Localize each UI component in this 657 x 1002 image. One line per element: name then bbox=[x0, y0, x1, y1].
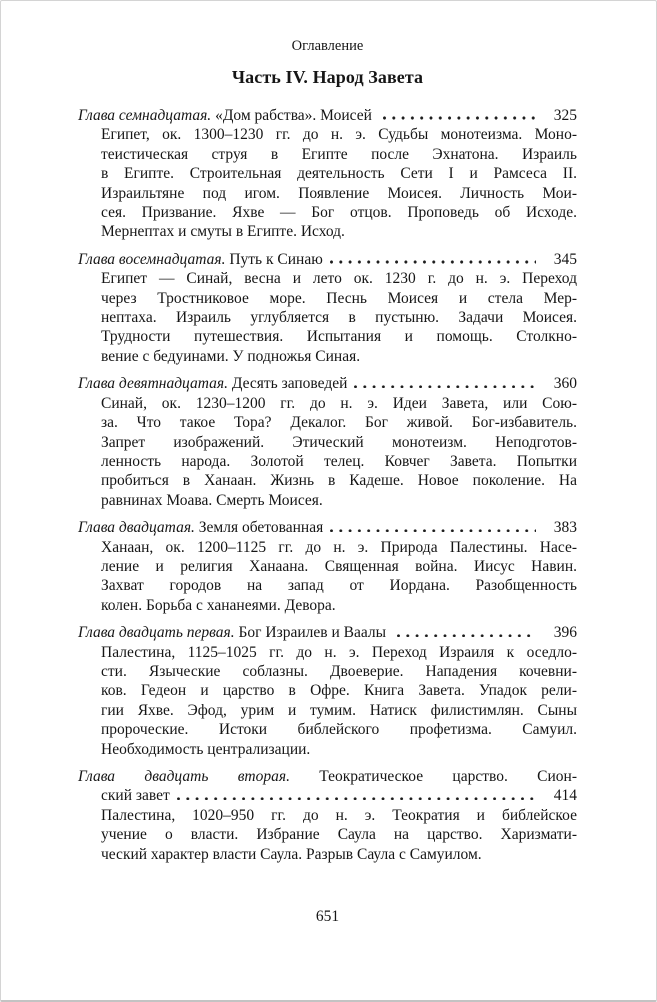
entry-title-line bbox=[78, 786, 577, 805]
entry-description-line: Необходимость централизации. bbox=[101, 740, 311, 758]
entry-description-line: Трудности путешествия. Испытания и помощь. Столкно- bbox=[101, 328, 577, 346]
entry-page-number: 325 bbox=[553, 107, 577, 124]
entry-description-line: в Египте. Строительная деятельность Сети I и Рамсеса II. bbox=[101, 165, 577, 183]
entry-description-line: Израильтяне под игом. Появление Моисея. Личность Мои- bbox=[101, 184, 577, 202]
entry-description-line: нептаха. Израиль углубляется в пустыню. Задачи Моисея. bbox=[101, 309, 577, 327]
dot-leader bbox=[177, 797, 536, 801]
entry-description-line: Захват городов на запад от Иордана. Разобщенность bbox=[101, 577, 577, 595]
toc-entry bbox=[78, 250, 577, 366]
entry-description-line: через Тростниковое море. Песнь Моисея и стела Мер- bbox=[101, 289, 577, 307]
entry-title bbox=[78, 623, 577, 642]
entry-description-line: учение о власти. Избрание Саула на царство. Харизмати- bbox=[101, 826, 577, 844]
entry-description bbox=[78, 538, 577, 616]
toc-entry bbox=[78, 374, 577, 510]
chapter-number-label: Глава двадцать вторая. bbox=[78, 768, 320, 785]
entry-title-line bbox=[78, 106, 577, 125]
entry-description-line: Ханаан, ок. 1200–1125 гг. до н. э. Природа Палестины. Насе- bbox=[101, 538, 577, 556]
entry-description-line: ленность народа. Золотой телец. Ковчег Завета. Попытки bbox=[101, 452, 577, 470]
part-title: Часть IV. Народ Завета bbox=[231, 67, 424, 87]
entry-title bbox=[78, 518, 577, 537]
entry-description-line: вение с бедуинами. У подножья Синая. bbox=[101, 347, 361, 365]
toc-entry bbox=[78, 623, 577, 759]
entry-description bbox=[78, 806, 577, 864]
entry-title bbox=[78, 767, 577, 806]
entry-page-number: 396 bbox=[553, 624, 577, 642]
toc-entry bbox=[78, 767, 577, 864]
chapter-number-label: Глава семнадцатая. bbox=[78, 107, 216, 124]
entry-description-line: сти. Языческие соблазны. Двоеверие. Нападения кочевни- bbox=[101, 662, 577, 680]
entry-title bbox=[78, 250, 577, 269]
dot-leader bbox=[354, 385, 536, 389]
entry-page-number: 345 bbox=[553, 250, 577, 268]
entry-description-line: Палестина, 1020–950 гг. до н. э. Теократия и библейское bbox=[101, 806, 577, 824]
chapter-number-label: Глава девятнадцатая. bbox=[78, 375, 232, 393]
entry-description-line: сея. Призвание. Яхве — Бог отцов. Проповедь об Исходе. bbox=[101, 204, 577, 222]
entry-title-line bbox=[78, 623, 577, 642]
chapter-title: ский завет bbox=[101, 787, 170, 805]
dot-leader bbox=[330, 260, 536, 264]
chapter-number-label: Глава восемнадцатая. bbox=[78, 250, 230, 268]
entry-description bbox=[78, 394, 577, 510]
entry-description-line: Запрет изображений. Этический монотеизм. Неподготов- bbox=[101, 433, 577, 451]
chapter-number-label: Глава двадцатая. bbox=[78, 519, 199, 537]
entry-page-number: 414 bbox=[553, 787, 577, 805]
entry-description-line: Египет — Синай, весна и лето ок. 1230 г. до н. э. Переход bbox=[101, 270, 577, 288]
entry-description-line: Палестина, 1125–1025 гг. до н. э. Переход Израиля к оседло- bbox=[101, 643, 577, 661]
dot-leader bbox=[397, 634, 536, 638]
chapter-title: «Дом рабства». Моисей bbox=[215, 107, 376, 124]
entry-description bbox=[78, 269, 577, 366]
entry-page-number: 383 bbox=[553, 519, 577, 537]
entry-title bbox=[78, 374, 577, 393]
chapter-title: Земля обетованная bbox=[198, 519, 324, 537]
entry-title-line bbox=[78, 250, 577, 269]
chapter-number-label: Глава двадцать первая. bbox=[78, 624, 239, 642]
entry-page-number: 360 bbox=[553, 375, 577, 393]
entry-description-line: пробиться в Ханаан. Жизнь в Кадеше. Новое поколение. На bbox=[101, 472, 577, 490]
dot-leader bbox=[330, 529, 536, 533]
entry-description-line: колен. Борьба с хананеями. Девора. bbox=[101, 596, 336, 614]
entry-description-line: Мернептах и смуты в Египте. Исход. bbox=[101, 223, 345, 241]
chapter-title: Путь к Синаю bbox=[229, 250, 323, 268]
entry-description-line: ков. Гедеон и царство в Офре. Книга Завета. Упадок рели- bbox=[101, 682, 577, 700]
entry-description-line: теистическая струя в Египте после Эхнатона. Израиль bbox=[101, 145, 577, 163]
entry-description bbox=[78, 643, 577, 759]
toc-entries bbox=[78, 106, 577, 872]
entry-description-line: Синай, ок. 1230–1200 гг. до н. э. Идеи Завета, или Сою- bbox=[101, 394, 577, 412]
chapter-title: Теократическое царство. Сион- bbox=[319, 768, 577, 785]
entry-description-line: гии Яхве. Эфод, урим и тумим. Натиск филистимлян. Сыны bbox=[101, 701, 577, 719]
chapter-title: Десять заповедей bbox=[231, 375, 348, 393]
toc-entry bbox=[78, 106, 577, 242]
entry-description-line: ление и религия Ханаана. Священная война. Иисус Навин. bbox=[101, 557, 577, 575]
entry-description-line: Египет, ок. 1300–1230 гг. до н. э. Судьбы монотеизма. Моно- bbox=[101, 126, 577, 144]
entry-title-line bbox=[78, 518, 577, 537]
entry-description bbox=[78, 125, 577, 241]
entry-description-line: ческий характер власти Саула. Разрыв Саула с Самуилом. bbox=[101, 845, 482, 863]
entry-title-line bbox=[78, 374, 577, 393]
entry-title-line bbox=[78, 767, 577, 786]
entry-description-line: пророческие. Истоки библейского профетизма. Самуил. bbox=[101, 721, 577, 739]
entry-title bbox=[78, 106, 577, 125]
page-number: 651 bbox=[315, 908, 340, 925]
entry-description-line: за. Что такое Тора? Декалог. Бог живой. Бог-избавитель. bbox=[101, 414, 577, 432]
entry-description-line: равнинах Моава. Смерть Моисея. bbox=[101, 491, 323, 509]
running-head: Оглавление bbox=[291, 38, 364, 54]
chapter-title: Бог Израилев и Ваалы bbox=[238, 624, 390, 642]
dot-leader bbox=[383, 116, 536, 120]
toc-entry bbox=[78, 518, 577, 615]
